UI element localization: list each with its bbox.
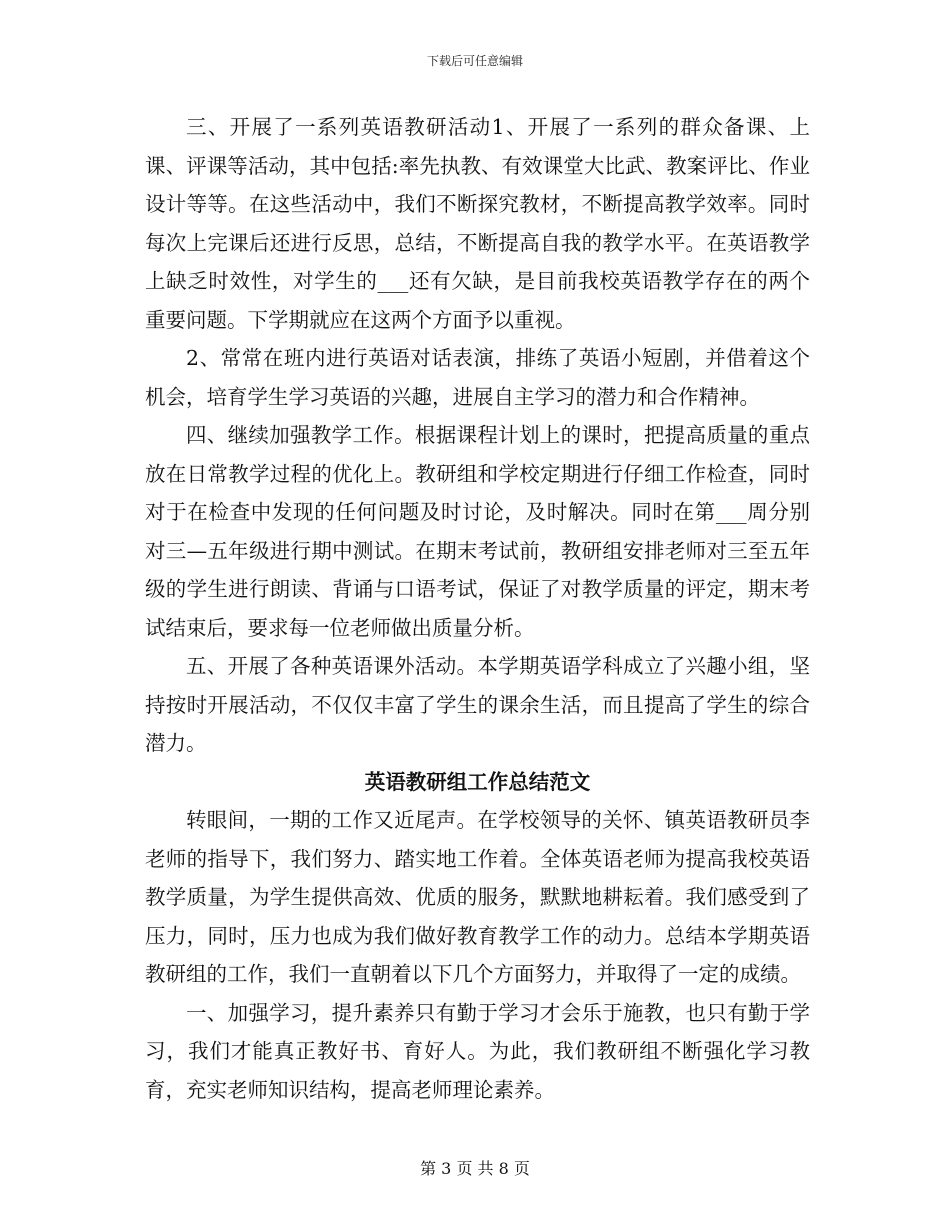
page-header: 下载后可任意编辑 [426, 54, 523, 68]
document-body [145, 108, 810, 1109]
paragraph: 三、开展了一系列英语教研活动1、开展了一系列的群众备课、上课、评课等活动，其中包括:率先执教、有效课堂大比武、教案评比、作业设计等等。在这些活动中，我们不断探究教材，不断提高教学效率。同时每次上完课后还进行反思，总结，不断提高自我的教学水平。在英语教学上缺乏时效性，对学生的___还有欠缺，是目前我校英语教学存在的两个重要问题。下学期就应在这两个方面予以重视。 [145, 115, 810, 332]
paragraph: 一、加强学习，提升素养只有勤于学习才会乐于施教，也只有勤于学习，我们才能真正教好书、育好人。为此，我们教研组不断强化学习教育，充实老师知识结构，提高老师理论素养。 [145, 1000, 810, 1102]
paragraph: 2、常常在班内进行英语对话表演，排练了英语小短剧，并借着这个机会，培育学生学习英语的兴趣，进展自主学习的潜力和合作精神。 [145, 346, 810, 409]
paragraph: 四、继续加强教学工作。根据课程计划上的课时，把提高质量的重点放在日常教学过程的优化上。教研组和学校定期进行仔细工作检查，同时对于在检查中发现的任何问题及时讨论，及时解决。同时在第___周分别对三—五年级进行期中测试。在期末考试前，教研组安排老师对三至五年级的学生进行朗读、背诵与口语考试，保证了对教学质量的评定，期末考试结束后，要求每一位老师做出质量分析。 [145, 423, 810, 640]
paragraph: 五、开展了各种英语课外活动。本学期英语学科成立了兴趣小组，坚持按时开展活动，不仅仅丰富了学生的课余生活，而且提高了学生的综合潜力。 [145, 654, 810, 755]
page-number: 第 3 页 共 8 页 [420, 1159, 530, 1178]
paragraph: 转眼间，一期的工作又近尾声。在学校领导的关怀、镇英语教研员李老师的指导下，我们努力、踏实地工作着。全体英语老师为提高我校英语教学质量，为学生提供高效、优质的服务，默默地耕耘着。我们感受到了压力，同时，压力也成为我们做好教育教学工作的动力。总结本学期英语教研组的工作，我们一直朝着以下几个方面努力，并取得了一定的成绩。 [145, 808, 810, 986]
section-title: 英语教研组工作总结范文 [364, 769, 591, 794]
